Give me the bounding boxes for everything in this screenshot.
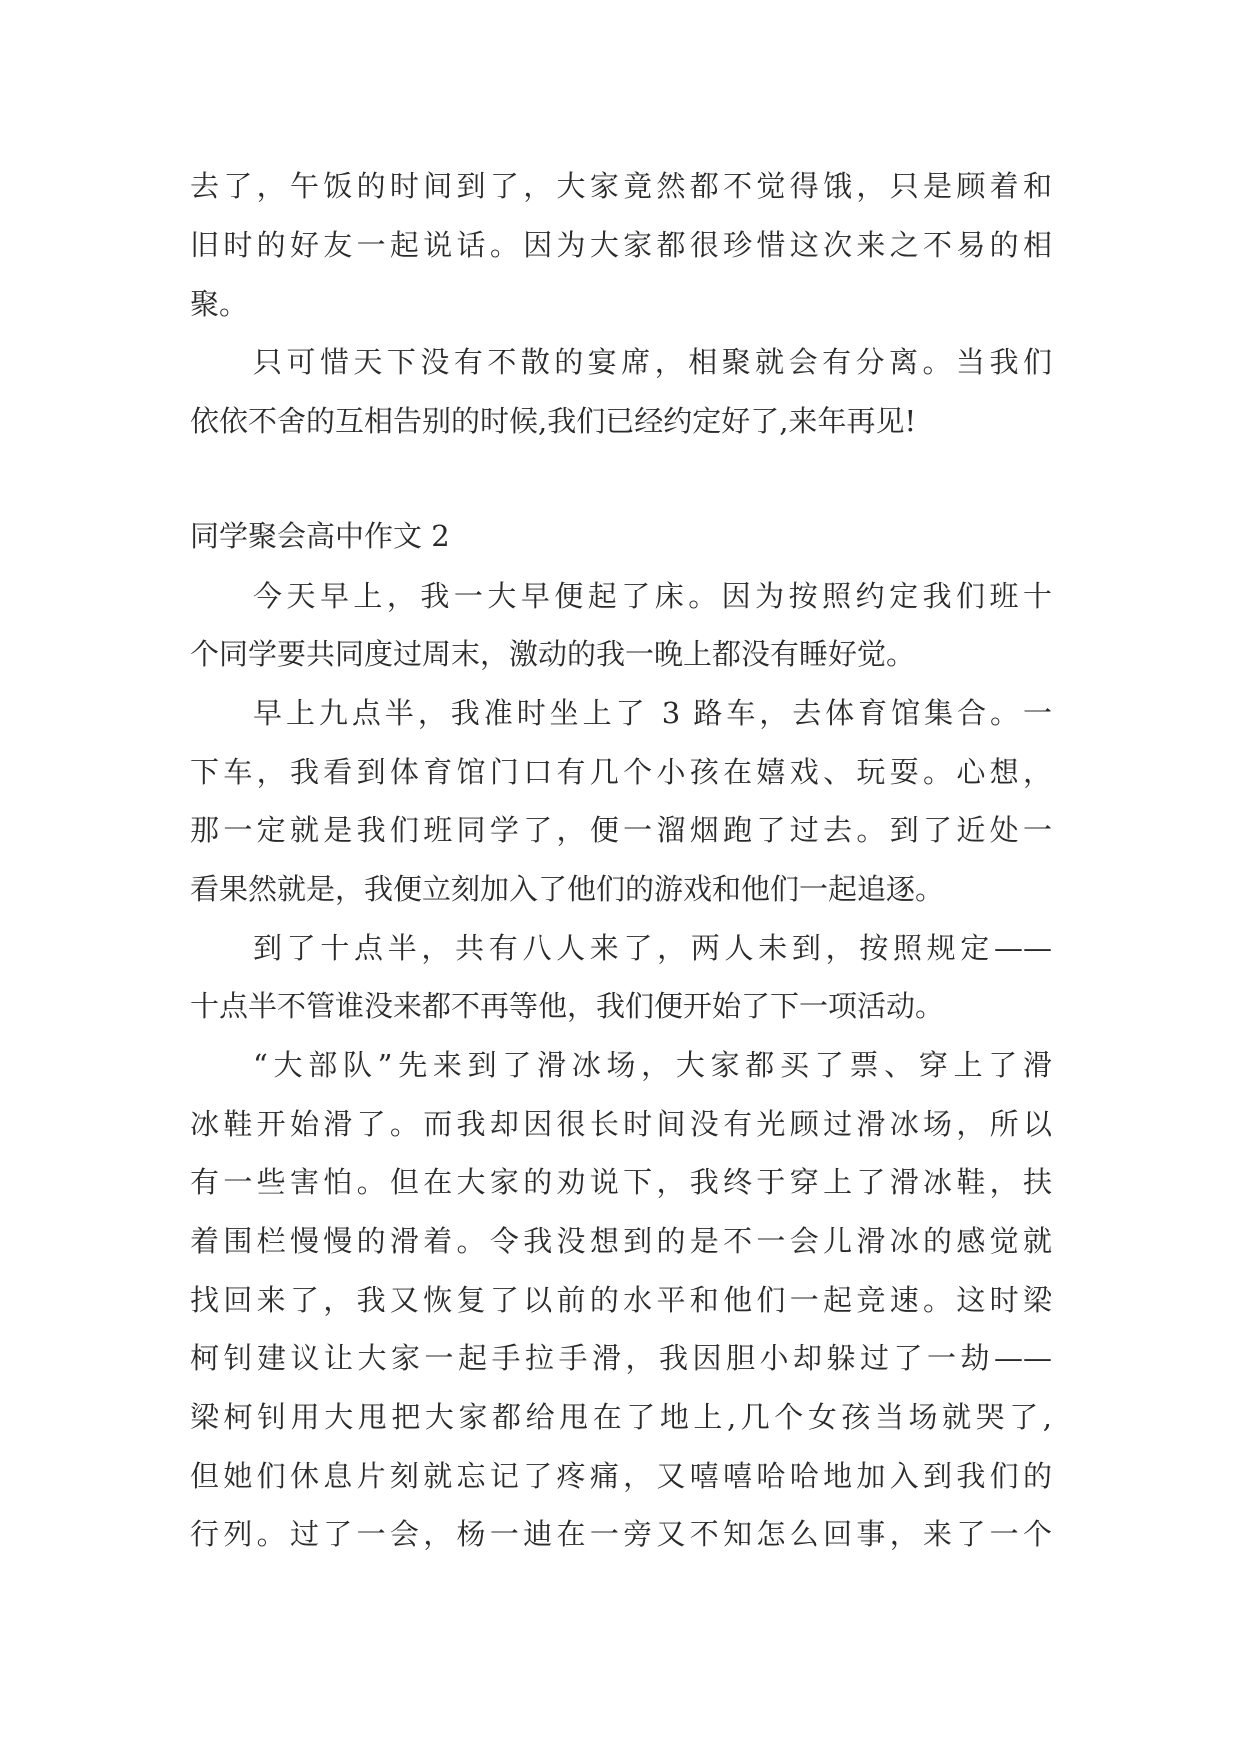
text-line: 到了十点半，共有八人来了，两人未到，按照规定——	[253, 931, 1052, 965]
text-line: 柯钊建议让大家一起手拉手滑，我因胆小却躲过了一劫——	[190, 1341, 1052, 1375]
text-line: 只可惜天下没有不散的宴席，相聚就会有分离。当我们	[253, 345, 1052, 379]
text-line: 十点半不管谁没来都不再等他，我们便开始了下一项活动。	[190, 989, 945, 1023]
text-line: 依依不舍的互相告别的时候,我们已经约定好了,来年再见!	[190, 404, 917, 438]
text-line: 旧时的好友一起说话。因为大家都很珍惜这次来之不易的相	[190, 228, 1052, 262]
text-line: 找回来了，我又恢复了以前的水平和他们一起竞速。这时梁	[190, 1283, 1052, 1317]
text-line: 冰鞋开始滑了。而我却因很长时间没有光顾过滑冰场，所以	[190, 1107, 1052, 1141]
text-line: 但她们休息片刻就忘记了疼痛，又嘻嘻哈哈地加入到我们的	[190, 1459, 1052, 1493]
text-line: 去了，午饭的时间到了，大家竟然都不觉得饿，只是顾着和	[190, 169, 1052, 203]
section-heading: 同学聚会高中作文 2	[190, 519, 450, 553]
text-line: 今天早上，我一大早便起了床。因为按照约定我们班十	[253, 579, 1052, 613]
text-line: “大部队”先来到了滑冰场，大家都买了票、穿上了滑	[253, 1048, 1052, 1082]
text-line: 那一定就是我们班同学了，便一溜烟跑了过去。到了近处一	[190, 813, 1052, 847]
text-line: 有一些害怕。但在大家的劝说下，我终于穿上了滑冰鞋，扶	[190, 1165, 1052, 1199]
text-line: 着围栏慢慢的滑着。令我没想到的是不一会儿滑冰的感觉就	[190, 1224, 1052, 1258]
text-line: 下车，我看到体育馆门口有几个小孩在嬉戏、玩耍。心想，	[190, 755, 1052, 789]
text-line: 梁柯钊用大甩把大家都给甩在了地上,几个女孩当场就哭了,	[190, 1400, 1052, 1434]
text-line: 个同学要共同度过周末，激动的我一晚上都没有睡好觉。	[190, 637, 916, 671]
text-line: 看果然就是，我便立刻加入了他们的游戏和他们一起追逐。	[190, 872, 945, 906]
text-line: 早上九点半，我准时坐上了 3 路车，去体育馆集合。一	[253, 696, 1052, 730]
text-line: 聚。	[190, 287, 249, 321]
text-line: 行列。过了一会，杨一迪在一旁又不知怎么回事，来了一个	[190, 1517, 1052, 1551]
